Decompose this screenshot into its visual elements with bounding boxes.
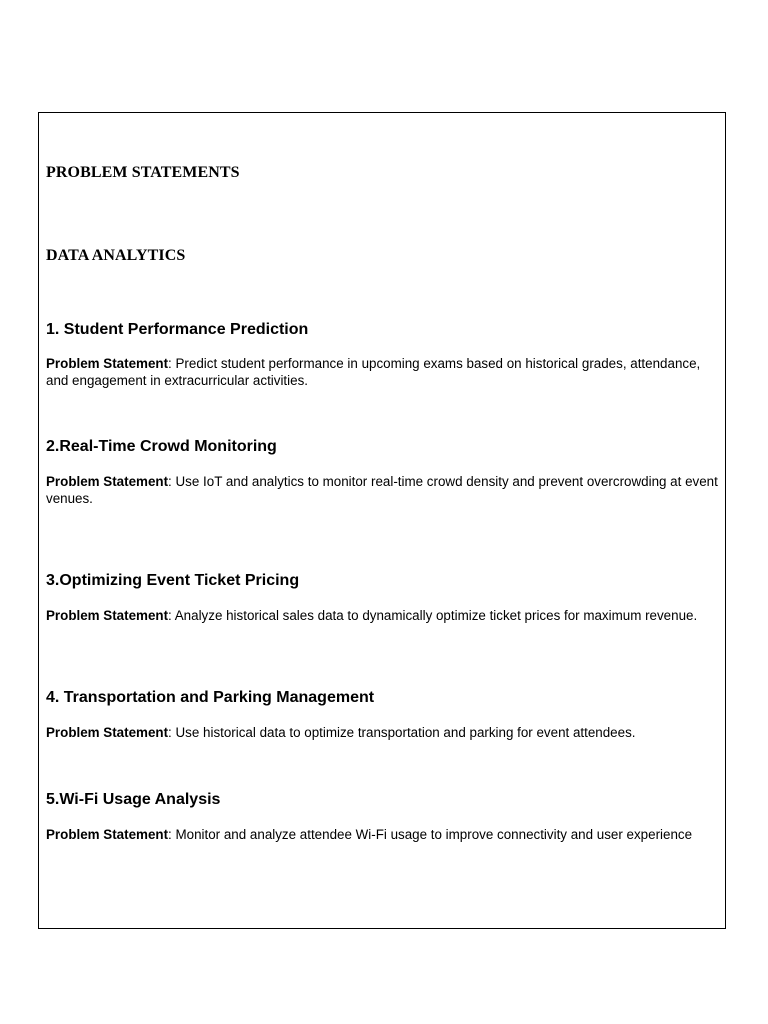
- item-description: [46, 826, 722, 843]
- item-title: 2.Real-Time Crowd Monitoring: [46, 438, 277, 455]
- item-title: 5.Wi-Fi Usage Analysis: [46, 791, 221, 808]
- item-title: 1. Student Performance Prediction: [46, 321, 309, 338]
- item-label: Problem Statement: [46, 356, 169, 371]
- document-title: PROBLEM STATEMENTS: [46, 164, 240, 181]
- item-label: Problem Statement: [46, 725, 169, 740]
- item-text: : Use IoT and analytics to monitor real-time crowd density and prevent overcrowding at event venues.: [46, 474, 718, 506]
- item-label: Problem Statement: [46, 827, 169, 842]
- item-title: 3.Optimizing Event Ticket Pricing: [46, 572, 300, 589]
- item-description: [46, 355, 722, 389]
- item-description: [46, 473, 722, 507]
- item-label: Problem Statement: [46, 608, 169, 623]
- item-description: [46, 607, 722, 624]
- item-text: : Predict student performance in upcoming exams based on historical grades, attendance, and engagement in extracurricular activities.: [46, 356, 701, 388]
- section-heading: DATA ANALYTICS: [46, 247, 186, 264]
- item-text: : Monitor and analyze attendee Wi-Fi usage to improve connectivity and user experience: [168, 827, 693, 842]
- item-description: [46, 724, 722, 741]
- item-text: : Analyze historical sales data to dynamically optimize ticket prices for maximum revenue.: [168, 608, 698, 623]
- item-text: : Use historical data to optimize transportation and parking for event attendees.: [168, 725, 636, 740]
- item-label: Problem Statement: [46, 474, 169, 489]
- document-page: [38, 112, 726, 929]
- item-title: 4. Transportation and Parking Management: [46, 689, 375, 706]
